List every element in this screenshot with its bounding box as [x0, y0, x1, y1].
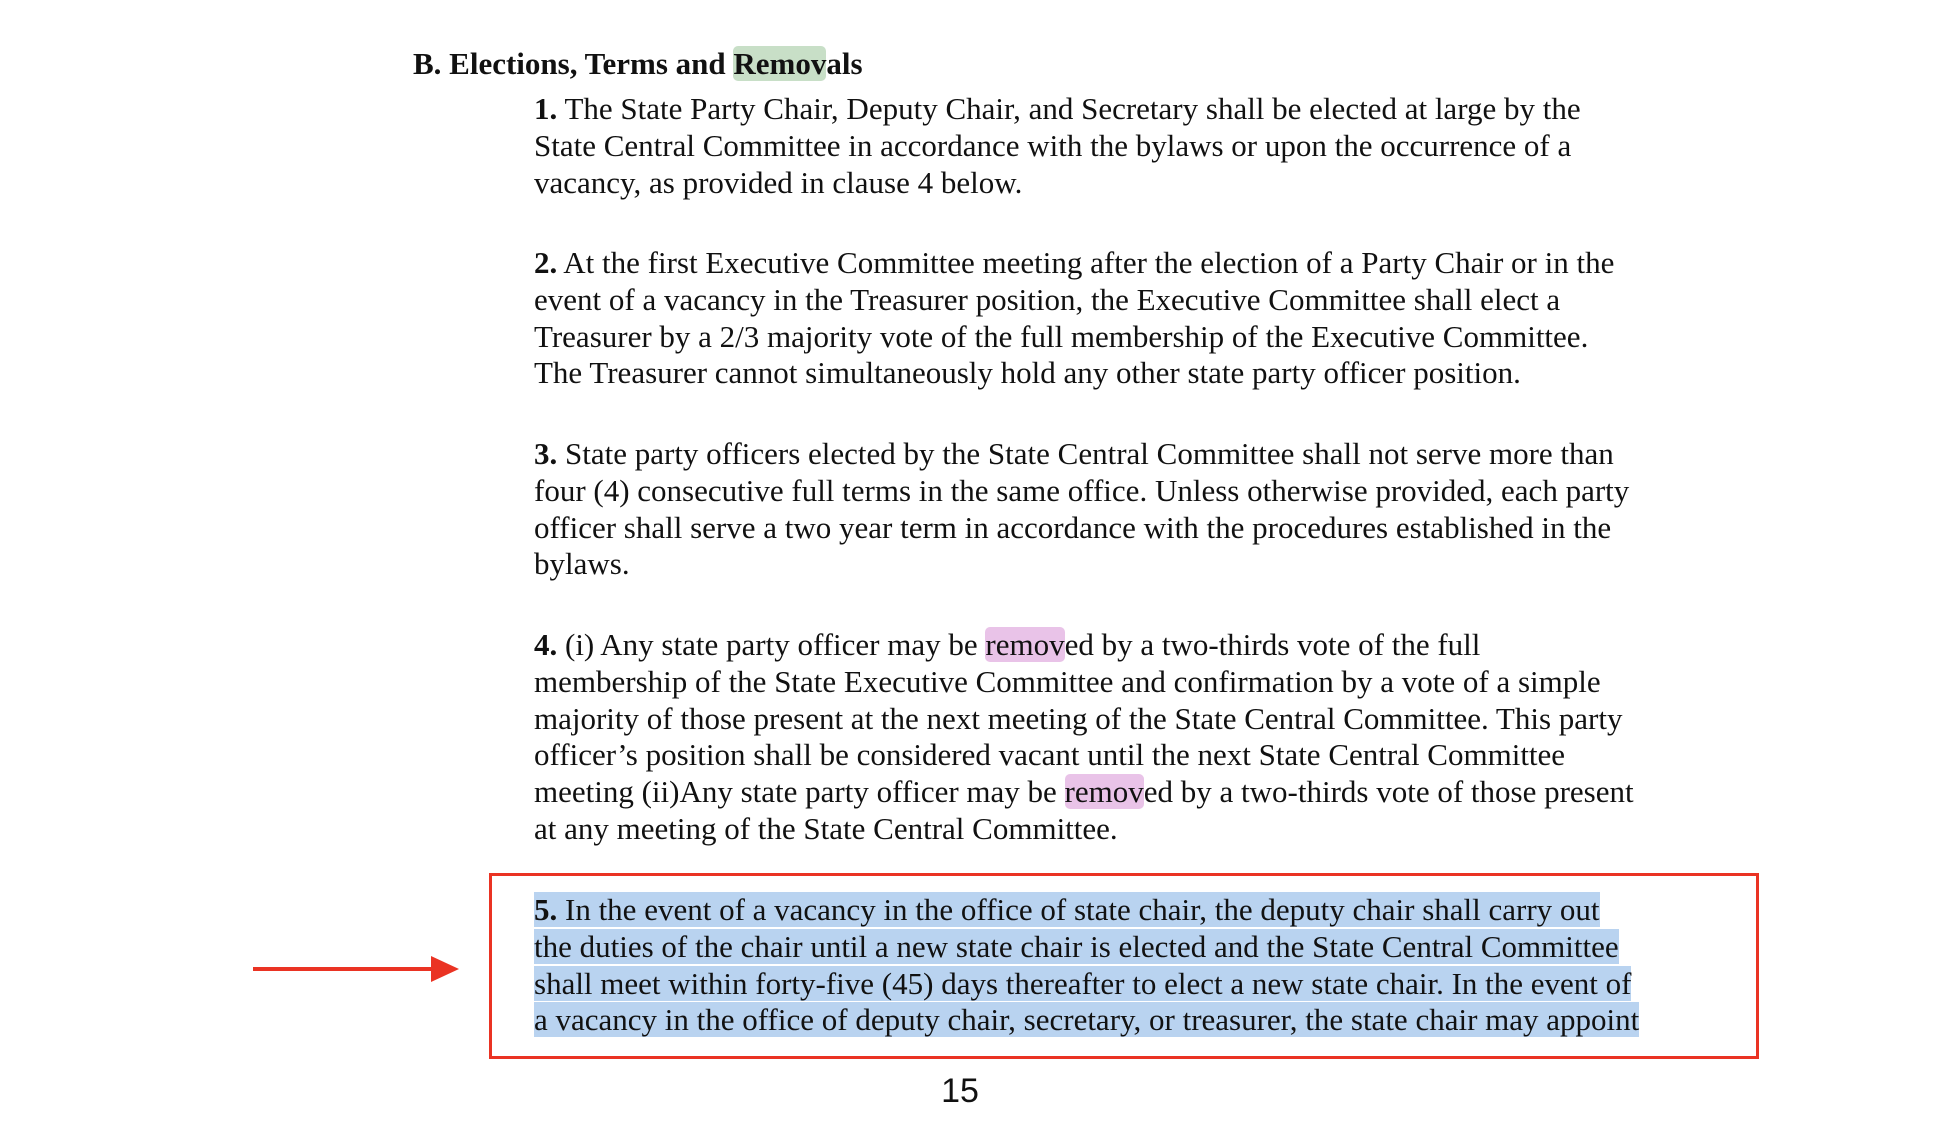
clause-2-line: 2. At the first Executive Committee meeting after the election of a Party Chair or in the — [534, 245, 1615, 280]
clause-4-line: majority of those present at the next meeting of the State Central Committee. This party — [534, 700, 1623, 736]
clause-4-line: at any meeting of the State Central Committee. — [534, 810, 1118, 846]
clause-1-line: State Central Committee in accordance with the bylaws or upon the occurrence of a — [534, 127, 1572, 163]
clause-4-line: meeting (ii)Any state party officer may be removed by a two-thirds vote of those present — [534, 774, 1634, 810]
clause-5-line[interactable]: shall meet within forty-five (45) days thereafter to elect a new state chair. In the event of — [534, 965, 1632, 1001]
arrow-right-icon — [253, 952, 459, 986]
clause-1-number: 1. — [534, 91, 558, 126]
clause-2-line: Treasurer by a 2/3 majority vote of the full membership of the Executive Committee. — [534, 318, 1589, 354]
page-number: 15 — [941, 1072, 979, 1110]
clause-5-line[interactable]: a vacancy in the office of deputy chair, secretary, or treasurer, the state chair may appoint — [534, 1002, 1640, 1038]
clause-2-number: 2. — [534, 245, 558, 280]
clause-5-line[interactable]: 5. In the event of a vacancy in the office of state chair, the deputy chair shall carry out — [534, 892, 1600, 927]
clause-2-line: The Treasurer cannot simultaneously hold any other state party officer position. — [534, 355, 1521, 391]
section-heading — [413, 44, 863, 84]
clause-3 — [534, 436, 1744, 583]
clause-3-line: four (4) consecutive full terms in the same office. Unless otherwise provided, each party — [534, 472, 1630, 508]
clause-4-number: 4. — [534, 627, 558, 662]
clause-3-line: officer shall serve a two year term in accordance with the procedures established in the — [534, 509, 1612, 545]
clause-1-line: vacancy, as provided in clause 4 below. — [534, 164, 1023, 200]
search-match-removed[interactable]: remov — [1064, 774, 1144, 810]
clause-2-line: event of a vacancy in the Treasurer position, the Executive Committee shall elect a — [534, 281, 1561, 317]
clause-4 — [534, 627, 1744, 848]
clause-5-line[interactable]: the duties of the chair until a new state chair is elected and the State Central Committee — [534, 928, 1619, 964]
clause-1 — [534, 91, 1744, 201]
search-match-removed[interactable]: remov — [985, 627, 1065, 662]
clause-3-number: 3. — [534, 436, 558, 471]
clause-2 — [534, 245, 1744, 392]
clause-5-number: 5. — [534, 892, 558, 927]
clause-1-line: 1. The State Party Chair, Deputy Chair, and Secretary shall be elected at large by the — [534, 91, 1581, 126]
search-match-removals[interactable]: Remov — [733, 46, 827, 81]
clause-3-line: 3. State party officers elected by the State Central Committee shall not serve more than — [534, 436, 1614, 471]
clause-4-line: membership of the State Executive Committee and confirmation by a vote of a simple — [534, 663, 1601, 699]
clause-4-line: 4. (i) Any state party officer may be removed by a two-thirds vote of the full — [534, 627, 1481, 662]
heading-suffix: als — [826, 46, 863, 81]
clause-4-line: officer’s position shall be considered vacant until the next State Central Committee — [534, 737, 1566, 773]
clause-3-line: bylaws. — [534, 546, 630, 582]
heading-prefix: B. Elections, Terms and — [413, 46, 734, 81]
annotation-highlight-box — [489, 873, 1759, 1059]
